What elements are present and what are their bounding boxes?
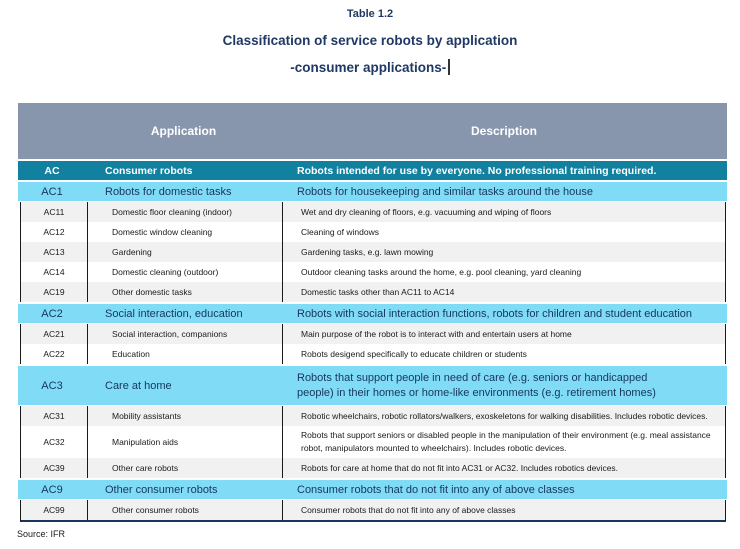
row-code: AC99 <box>43 505 65 515</box>
row-description: Consumer robots that do not fit into any of above classes <box>297 483 575 496</box>
table-row-root-ac <box>18 161 727 180</box>
table-row <box>21 426 725 458</box>
table-row <box>21 344 725 364</box>
row-description: Robots desigend specifically to educate children or students <box>282 344 725 364</box>
row-code: AC3 <box>41 379 63 392</box>
table-row <box>21 202 725 222</box>
row-description: Outdoor cleaning tasks around the home, e.g. pool cleaning, yard cleaning <box>282 262 725 282</box>
page-subtitle <box>0 59 740 75</box>
row-name: Education <box>87 344 282 364</box>
table-number: Table 1.2 <box>346 8 394 20</box>
subrows-ac3 <box>20 406 726 478</box>
table-row <box>21 458 725 478</box>
row-description: Gardening tasks, e.g. lawn mowing <box>282 242 725 262</box>
row-description: Consumer robots that do not fit into any of above classes <box>282 500 725 520</box>
table-row <box>21 406 725 426</box>
row-name: Domestic window cleaning <box>87 222 282 242</box>
subrows-ac9 <box>20 500 726 522</box>
row-code: AC1 <box>41 185 63 198</box>
row-description: Main purpose of the robot is to interact with and entertain users at home <box>282 324 725 344</box>
row-name: Domestic cleaning (outdoor) <box>87 262 282 282</box>
table-row <box>21 222 725 242</box>
table-row <box>21 500 725 520</box>
table-row-group-ac1 <box>18 182 727 201</box>
row-description: Cleaning of windows <box>282 222 725 242</box>
row-description: Domestic tasks other than AC11 to AC14 <box>282 282 725 302</box>
row-description: Robots for care at home that do not fit into AC31 or AC32. Includes robotics devices. <box>282 458 725 478</box>
table-row-group-ac3 <box>18 366 727 405</box>
row-code: AC14 <box>43 267 65 277</box>
row-description: Robots that support people in need of care (e.g. seniors or handicapped people) in their homes or home-like environments (e.g. retirement homes) <box>297 371 656 399</box>
row-name: Consumer robots <box>105 164 193 177</box>
row-name: Social interaction, education <box>105 307 243 320</box>
row-name: Domestic floor cleaning (indoor) <box>87 202 282 222</box>
table-row-group-ac9 <box>18 480 727 499</box>
row-code: AC31 <box>43 411 65 421</box>
row-description: Robots for housekeeping and similar tasks around the house <box>297 185 593 198</box>
header-application: Application <box>150 124 217 138</box>
row-code: AC22 <box>43 349 65 359</box>
subrows-ac2 <box>20 324 726 364</box>
table-row <box>21 262 725 282</box>
row-name: Care at home <box>105 379 172 392</box>
row-description: Robots intended for use by everyone. No professional training required. <box>297 164 657 177</box>
table-row <box>21 242 725 262</box>
row-name: Social interaction, companions <box>87 324 282 344</box>
title-block <box>0 0 740 75</box>
row-code: AC32 <box>43 437 65 447</box>
row-code: AC11 <box>43 207 65 217</box>
row-name: Other domestic tasks <box>87 282 282 302</box>
row-code: AC9 <box>41 483 63 496</box>
page-subtitle-text: -consumer applications- <box>290 60 447 75</box>
row-description: Wet and dry cleaning of floors, e.g. vacuuming and wiping of floors <box>282 202 725 222</box>
header-description: Description <box>470 124 537 138</box>
row-name: Manipulation aids <box>87 426 282 458</box>
row-description: Robots with social interaction functions, robots for children and student education <box>297 307 693 320</box>
classification-table <box>18 103 727 522</box>
row-code: AC13 <box>43 247 65 257</box>
table-row <box>21 324 725 344</box>
text-cursor <box>448 59 450 75</box>
row-name: Other consumer robots <box>105 483 218 496</box>
row-code: AC19 <box>43 287 65 297</box>
row-code: AC21 <box>43 329 65 339</box>
row-name: Other consumer robots <box>87 500 282 520</box>
row-description: Robotic wheelchairs, robotic rollators/walkers, exoskeletons for walking disabilities. Includes robotic devices. <box>282 406 725 426</box>
table-header-row <box>18 103 727 159</box>
row-name: Gardening <box>87 242 282 262</box>
page-title: Classification of service robots by application <box>222 33 518 48</box>
row-code: AC2 <box>41 307 63 320</box>
subrows-ac1 <box>20 202 726 302</box>
row-name: Other care robots <box>87 458 282 478</box>
row-description: Robots that support seniors or disabled people in the manipulation of their environment (e.g. meal assistance robot, manipulators mounted to wheelchairs). Includes robotic devices. <box>282 426 725 458</box>
table-row <box>21 282 725 302</box>
row-name: Robots for domestic tasks <box>105 185 232 198</box>
row-code: AC <box>44 164 60 177</box>
row-code: AC39 <box>43 463 65 473</box>
source-note: Source: IFR <box>17 529 66 539</box>
table-row-group-ac2 <box>18 304 727 323</box>
row-code: AC12 <box>43 227 65 237</box>
row-name: Mobility assistants <box>87 406 282 426</box>
